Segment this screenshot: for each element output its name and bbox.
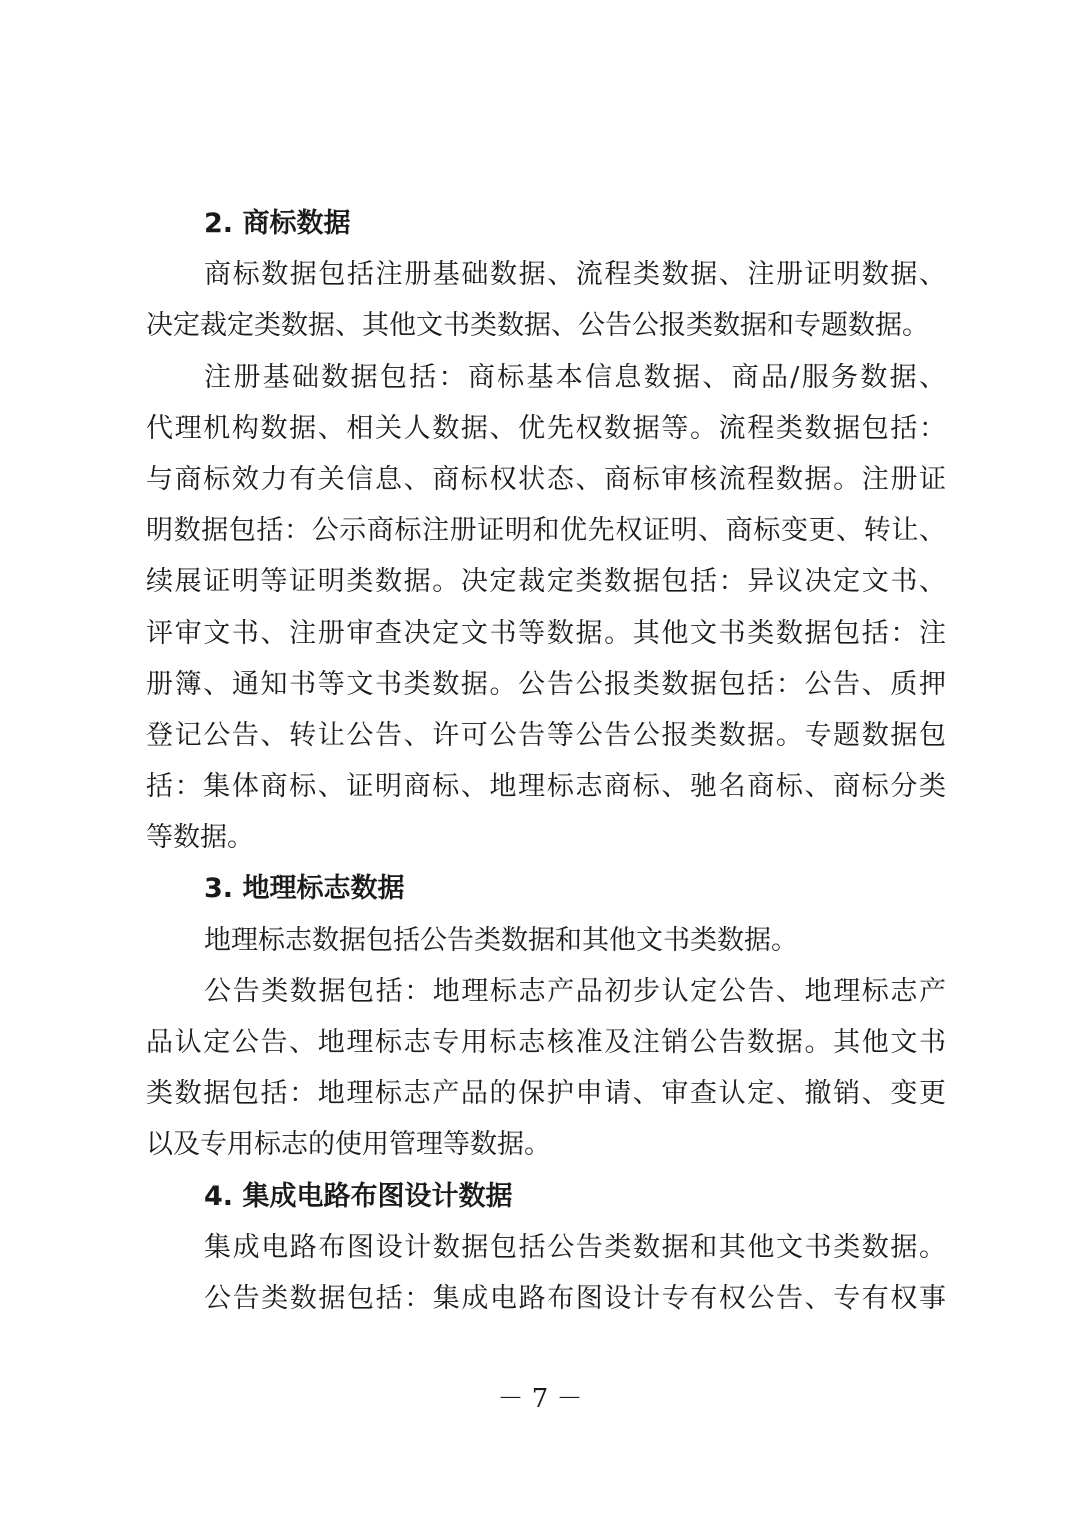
section-heading-geographical-indication: 3. 地理标志数据 xyxy=(204,873,405,905)
paragraph-line: 续展证明等证明类数据。决定裁定类数据包括：异议决定文书、 xyxy=(146,566,946,598)
paragraph-line: 公告类数据包括：集成电路布图设计专有权公告、专有权事 xyxy=(204,1282,946,1314)
paragraph-line: 括：集体商标、证明商标、地理标志商标、驰名商标、商标分类 xyxy=(146,771,946,803)
paragraph-line: 集成电路布图设计数据包括公告类数据和其他文书类数据。 xyxy=(204,1231,946,1263)
paragraph-line: 等数据。 xyxy=(146,822,254,854)
paragraph-line: 类数据包括：地理标志产品的保护申请、审查认定、撤销、变更 xyxy=(146,1078,946,1110)
paragraph-line: 明数据包括：公示商标注册证明和优先权证明、商标变更、转让、 xyxy=(146,515,946,547)
paragraph-line: 品认定公告、地理标志专用标志核准及注销公告数据。其他文书 xyxy=(146,1027,946,1058)
paragraph-line: 与商标效力有关信息、商标权状态、商标审核流程数据。注册证 xyxy=(146,463,946,495)
document-page xyxy=(146,198,946,1324)
page-number: － 7 － xyxy=(497,1384,583,1414)
paragraph-line: 地理标志数据包括公告类数据和其他文书类数据。 xyxy=(204,924,798,956)
paragraph-line: 代理机构数据、相关人数据、优先权数据等。流程类数据包括： xyxy=(146,412,946,444)
paragraph-line: 登记公告、转让公告、许可公告等公告公报类数据。专题数据包 xyxy=(146,719,946,751)
paragraph-line: 册簿、通知书等文书类数据。公告公报类数据包括：公告、质押 xyxy=(146,668,946,700)
paragraph-line: 决定裁定类数据、其他文书类数据、公告公报类数据和专题数据。 xyxy=(146,310,929,342)
paragraph-line: 评审文书、注册审查决定文书等数据。其他文书类数据包括：注 xyxy=(146,617,946,649)
section-heading-trademark: 2. 商标数据 xyxy=(204,208,351,239)
paragraph-line: 注册基础数据包括：商标基本信息数据、商品/服务数据、 xyxy=(204,361,946,393)
paragraph-line: 以及专用标志的使用管理等数据。 xyxy=(146,1129,551,1161)
paragraph-line: 公告类数据包括：地理标志产品初步认定公告、地理标志产 xyxy=(204,975,946,1007)
paragraph-line: 商标数据包括注册基础数据、流程类数据、注册证明数据、 xyxy=(204,259,946,291)
section-heading-integrated-circuit-layout: 4. 集成电路布图设计数据 xyxy=(204,1180,513,1212)
